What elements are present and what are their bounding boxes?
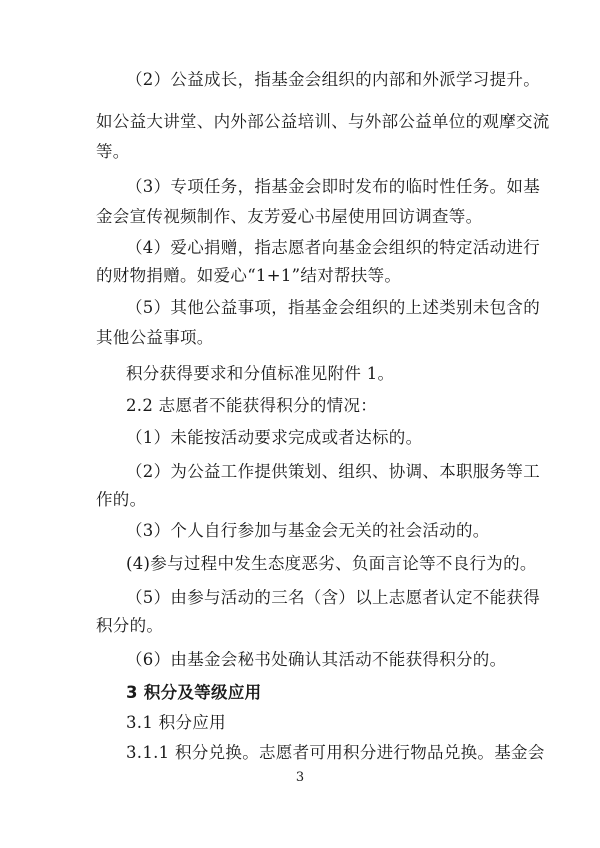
para-other-matters-line-1: （5）其他公益事项，指基金会组织的上述类别未包含的 <box>126 298 540 317</box>
para-no-points-2-line-2: 作的。 <box>96 490 147 509</box>
para-no-points-6: （6）由基金会秘书处确认其活动不能获得积分的。 <box>126 650 507 669</box>
para-special-task-line-1: （3）专项任务，指基金会即时发布的临时性任务。如基 <box>126 177 540 196</box>
para-no-points-2-line-1: （2）为公益工作提供策划、组织、协调、本职服务等工 <box>126 462 540 481</box>
para-public-growth-line-1: （2）公益成长，指基金会组织的内部和外派学习提升。 <box>126 70 540 89</box>
para-no-points-5-line-2: 积分的。 <box>96 616 164 635</box>
para-no-points-4: (4)参与过程中发生态度恶劣、负面言论等不良行为的。 <box>126 554 537 573</box>
para-other-matters-line-2: 其他公益事项。 <box>96 328 214 347</box>
para-no-points-5-line-1: （5）由参与活动的三名（含）以上志愿者认定不能获得 <box>126 588 540 607</box>
para-charity-donation-line-2: 的财物捐赠。如爱心“1+1”结对帮扶等。 <box>96 266 402 285</box>
para-charity-donation-line-1: （4）爱心捐赠，指志愿者向基金会组织的特定活动进行 <box>126 238 540 257</box>
page-number: 3 <box>295 770 305 785</box>
section-2-2-heading: 2.2 志愿者不能获得积分的情况： <box>126 396 378 415</box>
para-points-standard: 积分获得要求和分值标准见附件 1。 <box>126 364 395 383</box>
section-3-heading: 3 积分及等级应用 <box>126 683 262 702</box>
para-public-growth-line-3: 等。 <box>96 142 130 161</box>
para-no-points-3: （3）个人自行参加与基金会无关的社会活动的。 <box>126 521 490 540</box>
section-3-1-1-line-1: 3.1.1 积分兑换。志愿者可用积分进行物品兑换。基金会 <box>126 743 545 762</box>
para-public-growth-line-2: 如公益大讲堂、内外部公益培训、与外部公益单位的观摩交流 <box>96 112 550 131</box>
para-no-points-1: （1）未能按活动要求完成或者达标的。 <box>126 428 423 447</box>
para-special-task-line-2: 金会宣传视频制作、友芳爱心书屋使用回访调查等。 <box>96 207 483 226</box>
section-3-1-heading: 3.1 积分应用 <box>126 713 226 732</box>
